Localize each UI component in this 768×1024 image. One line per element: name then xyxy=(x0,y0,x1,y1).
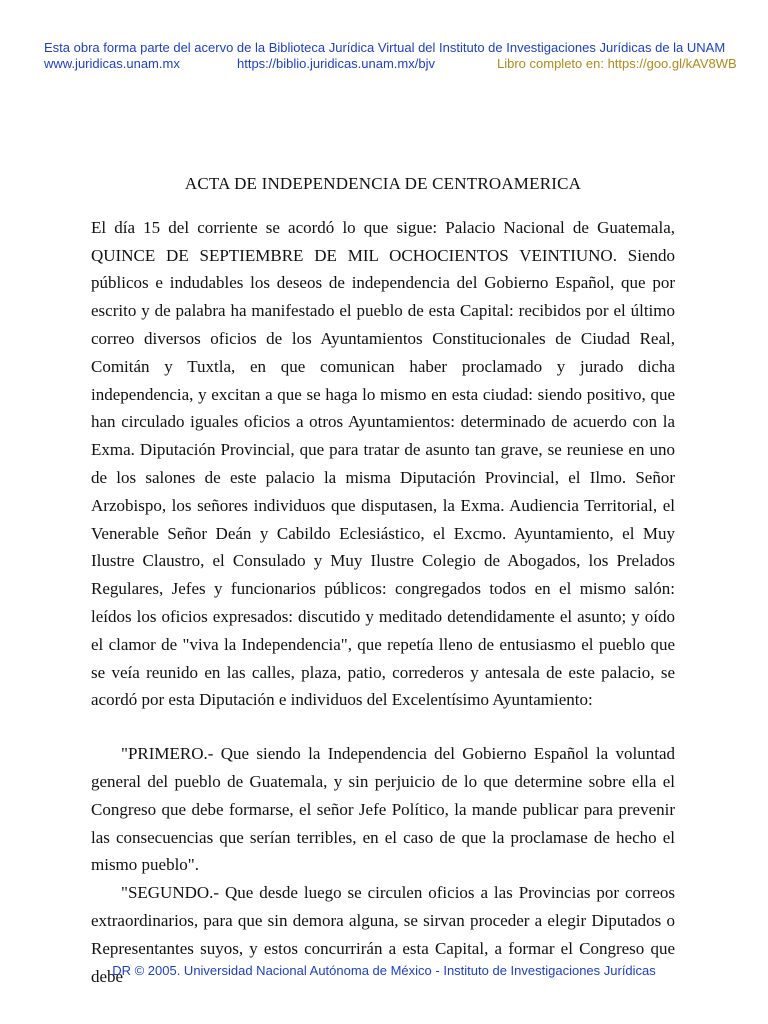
copyright-footer: DR © 2005. Universidad Nacional Autónoma de México - Instituto de Investigaciones Jurídicas xyxy=(112,963,656,978)
document-title: ACTA DE INDEPENDENCIA DE CENTROAMERICA xyxy=(184,174,582,193)
paragraph-intro: El día 15 del corriente se acordó lo que sigue: Palacio Nacional de Guatemala, QUINCE DE SEPTIEMBRE DE MIL OCHOCIENTOS VEINTIUNO. Siendo públicos e indudables los deseos de independencia del Gobierno Español, que por escrito y de palabra ha manifestado el pueblo de esta Capital: recibidos por el último correo diversos oficios de los Ayuntamientos Constitucionales de Ciudad Real, Comitán y Tuxtla, en que comunican haber proclamado y jurado dicha independencia, y excitan a que se haga lo mismo en esta ciudad: siendo positivo, que han circulado iguales oficios a otros Ayuntamientos: determinado de acuerdo con la Exma. Diputación Provincial, que para tratar de asunto tan grave, se reuniese en uno de los salones de este palacio la misma Diputación Provincial, el Ilmo. Señor Arzobispo, los señores individuos que disputasen, la Exma. Audiencia Territorial, el Venerable Señor Deán y Cabildo Eclesiástico, el Excmo. Ayuntamiento, el Muy Ilustre Claustro, el Consulado y Muy Ilustre Colegio de Abogados, los Prelados Regulares, Jefes y funcionarios públicos: congregados todos en el mismo salón: leídos los oficios expresados: discutido y meditado detendidamente el asunto; y oído el clamor de "viva la Independencia", que repetía lleno de entusiasmo el pueblo que se veía reunido en las calles, plaza, patio, correderos y antesala de este palacio, se acordó por esta Diputación e individuos del Excelentísimo Ayuntamiento: xyxy=(91,217,675,710)
bjv-url-link[interactable]: https://biblio.juridicas.unam.mx/bjv xyxy=(237,56,435,71)
paragraph-segundo: "SEGUNDO.- Que desde luego se circulen oficios a las Provincias por correos extraordinarios, para que sin demora alguna, se sirvan proceder a elegir Diputados o Representantes suyos, y estos concurrirán a esta Capital, a formar el Congreso que debe xyxy=(91,883,675,986)
document-body xyxy=(91,170,675,990)
site-url-link[interactable]: www.juridicas.unam.mx xyxy=(44,56,180,71)
full-book-link[interactable]: Libro completo en: https://goo.gl/kAV8WB xyxy=(497,56,737,71)
paragraph-primero: "PRIMERO.- Que siendo la Independencia del Gobierno Español la voluntad general del pueblo de Guatemala, y sin perjuicio de lo que determine sobre ella el Congreso que debe formarse, el señor Jefe Político, la mande publicar para prevenir las consecuencias que serían terribles, en el caso de que la proclamase de hecho el mismo pueblo". xyxy=(91,744,675,875)
collection-notice: Esta obra forma parte del acervo de la Biblioteca Jurídica Virtual del Instituto de Investigaciones Jurídicas de la UNAM xyxy=(44,40,726,55)
